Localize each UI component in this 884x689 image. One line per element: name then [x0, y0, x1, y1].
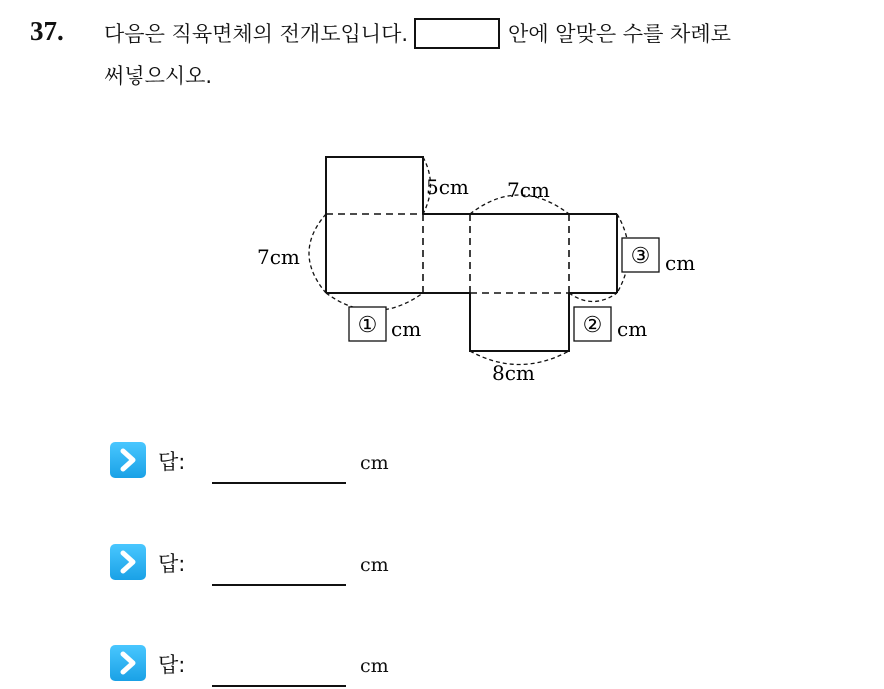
net-fold-lines	[326, 214, 569, 293]
label-7cm-left: 7cm	[257, 245, 300, 269]
question-text-line2: 써넣으시오.	[104, 64, 213, 88]
blank-1-unit: cm	[391, 317, 422, 341]
blank-3-symbol: ③	[630, 244, 651, 269]
answer-unit: cm	[360, 655, 389, 677]
answer-unit: cm	[360, 452, 389, 474]
answer-row-3	[110, 645, 510, 685]
arc-blank2	[569, 293, 617, 302]
answer-label: 답:	[158, 450, 186, 474]
net-bottom-face	[470, 293, 569, 351]
net-left-top-face	[326, 157, 423, 214]
chevron-right-icon	[110, 544, 146, 580]
answer-label: 답:	[158, 653, 186, 677]
question-text-before-box: 다음은 직육면체의 전개도입니다.	[104, 22, 409, 46]
answer-row-2	[110, 544, 510, 584]
chevron-right-icon	[110, 442, 146, 478]
blank-2-symbol: ②	[582, 313, 603, 338]
answer-unit: cm	[360, 554, 389, 576]
answer-input-line[interactable]	[212, 584, 346, 586]
blank-3-unit: cm	[665, 251, 696, 275]
label-5cm: 5cm	[426, 175, 469, 199]
chevron-right-icon	[110, 645, 146, 681]
blank-2-unit: cm	[617, 317, 648, 341]
answer-input-line[interactable]	[212, 482, 346, 484]
answer-label: 답:	[158, 552, 186, 576]
arc-7cm-left	[309, 214, 326, 293]
question-number: 37.	[30, 16, 64, 46]
label-8cm: 8cm	[492, 361, 535, 385]
answer-input-line[interactable]	[212, 685, 346, 687]
question-text-after-box: 안에 알맞은 수를 차례로	[508, 22, 731, 46]
blank-1-symbol: ①	[357, 313, 378, 338]
label-7cm-top: 7cm	[507, 178, 550, 202]
answer-row-1	[110, 442, 510, 482]
